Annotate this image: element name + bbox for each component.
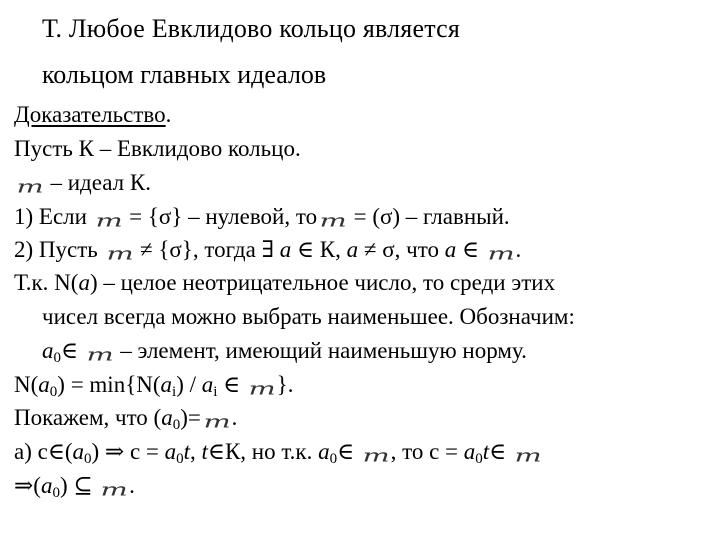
var-a: a xyxy=(279,237,292,263)
text: ≠ {σ}, тогда ∃ xyxy=(140,237,275,263)
subscript: 0 xyxy=(49,383,58,400)
title-line-1: Т. Любое Евклидово кольцо является xyxy=(42,14,460,43)
text: ∈ xyxy=(61,338,79,364)
text: = {σ} – нулевой, то xyxy=(129,203,318,229)
text: ) ⇒ с = xyxy=(91,438,159,464)
text: }. xyxy=(276,371,294,397)
subscript: 0 xyxy=(176,450,184,467)
proof-heading-line xyxy=(14,98,714,132)
text: ∈ К, xyxy=(297,237,341,263)
var-a: a xyxy=(201,371,214,397)
subscript: i xyxy=(172,383,177,400)
proof-line-3 xyxy=(14,199,714,233)
text: ∈ xyxy=(223,371,241,397)
text: ) xyxy=(59,472,68,498)
proof-line-8 xyxy=(14,367,714,401)
ideal-symbol: m xyxy=(100,478,125,500)
var-a: a xyxy=(160,371,173,397)
text: , то с = xyxy=(390,438,459,464)
var-a: a xyxy=(463,438,476,464)
ideal-symbol: m xyxy=(16,176,41,197)
text: )= xyxy=(180,405,201,431)
text: а) с xyxy=(14,438,48,464)
heading-period: . xyxy=(165,102,172,127)
text: ⇒( xyxy=(14,472,41,498)
text: Покажем, что ( xyxy=(14,405,162,431)
text: ∈ xyxy=(462,237,480,263)
text: . xyxy=(515,237,522,263)
subscript: 0 xyxy=(52,484,60,501)
var-a: a xyxy=(78,269,90,295)
text: Т.к. N( xyxy=(14,269,79,295)
ideal-symbol: m xyxy=(487,243,512,265)
text: = (σ) – главный. xyxy=(353,203,510,229)
ideal-symbol: m xyxy=(105,243,130,265)
text: ∈ xyxy=(337,438,355,464)
var-a: a xyxy=(38,371,50,397)
var-a: a xyxy=(161,405,173,431)
var-a: a xyxy=(72,438,85,464)
text: . xyxy=(231,405,238,431)
subscript: 0 xyxy=(53,350,61,367)
ideal-symbol: m xyxy=(514,444,539,466)
proof-body xyxy=(14,98,714,501)
text: ∈( xyxy=(47,438,73,464)
text: ) = min{N( xyxy=(57,371,161,397)
proof-line-2 xyxy=(14,165,714,199)
ideal-symbol: m xyxy=(362,444,387,466)
var-a: a xyxy=(164,438,177,464)
text: ≠ σ, что xyxy=(363,237,439,263)
var-t: t xyxy=(482,438,490,464)
text: ∈К, но т.к. xyxy=(207,438,313,464)
var-a: a xyxy=(346,237,359,263)
proof-line-4 xyxy=(14,232,714,266)
ideal-symbol: m xyxy=(319,209,344,231)
var-a: a xyxy=(40,472,53,498)
subscript: 0 xyxy=(329,450,338,467)
text: N( xyxy=(14,371,39,397)
var-t: t xyxy=(201,438,208,464)
proof-line-1: Пусть К – Евклидово кольцо. xyxy=(14,135,301,161)
subscript: 0 xyxy=(475,450,483,467)
text: ) / xyxy=(176,371,196,397)
ideal-symbol: m xyxy=(95,209,119,231)
text: , xyxy=(190,438,196,464)
var-a: a xyxy=(444,237,457,263)
text: . xyxy=(129,472,135,498)
title-line-2: кольцом главных идеалов xyxy=(42,60,327,89)
text: – элемент, имеющий наименьшую норму. xyxy=(120,338,527,364)
ideal-symbol: m xyxy=(86,344,111,365)
var-a: a xyxy=(42,338,54,364)
text: ) – целое неотрицательное число, то среди этих xyxy=(89,269,556,295)
proof-line-7 xyxy=(14,333,714,367)
proof-line-11 xyxy=(14,468,714,502)
proof-line-10 xyxy=(14,434,714,468)
text: ∈ xyxy=(489,438,507,464)
subscript: 0 xyxy=(172,417,181,434)
var-a: a xyxy=(318,438,330,464)
ideal-symbol: m xyxy=(203,411,228,433)
proof-line-6: чисел всегда можно выбрать наименьшее. Обозначим: xyxy=(42,303,575,329)
subset-symbol: ⊆ xyxy=(73,472,93,498)
text: 2) Пусть xyxy=(14,237,98,263)
text: – идеал К. xyxy=(50,170,151,196)
text: 1) Если xyxy=(14,203,87,229)
subscript: i xyxy=(213,383,218,400)
ideal-symbol: m xyxy=(248,377,273,399)
proof-line-5 xyxy=(14,266,714,300)
subscript: 0 xyxy=(84,450,92,467)
var-t: t xyxy=(183,438,191,464)
proof-heading: Доказательство xyxy=(14,102,166,127)
proof-line-9 xyxy=(14,400,714,434)
theorem-title xyxy=(42,6,702,98)
